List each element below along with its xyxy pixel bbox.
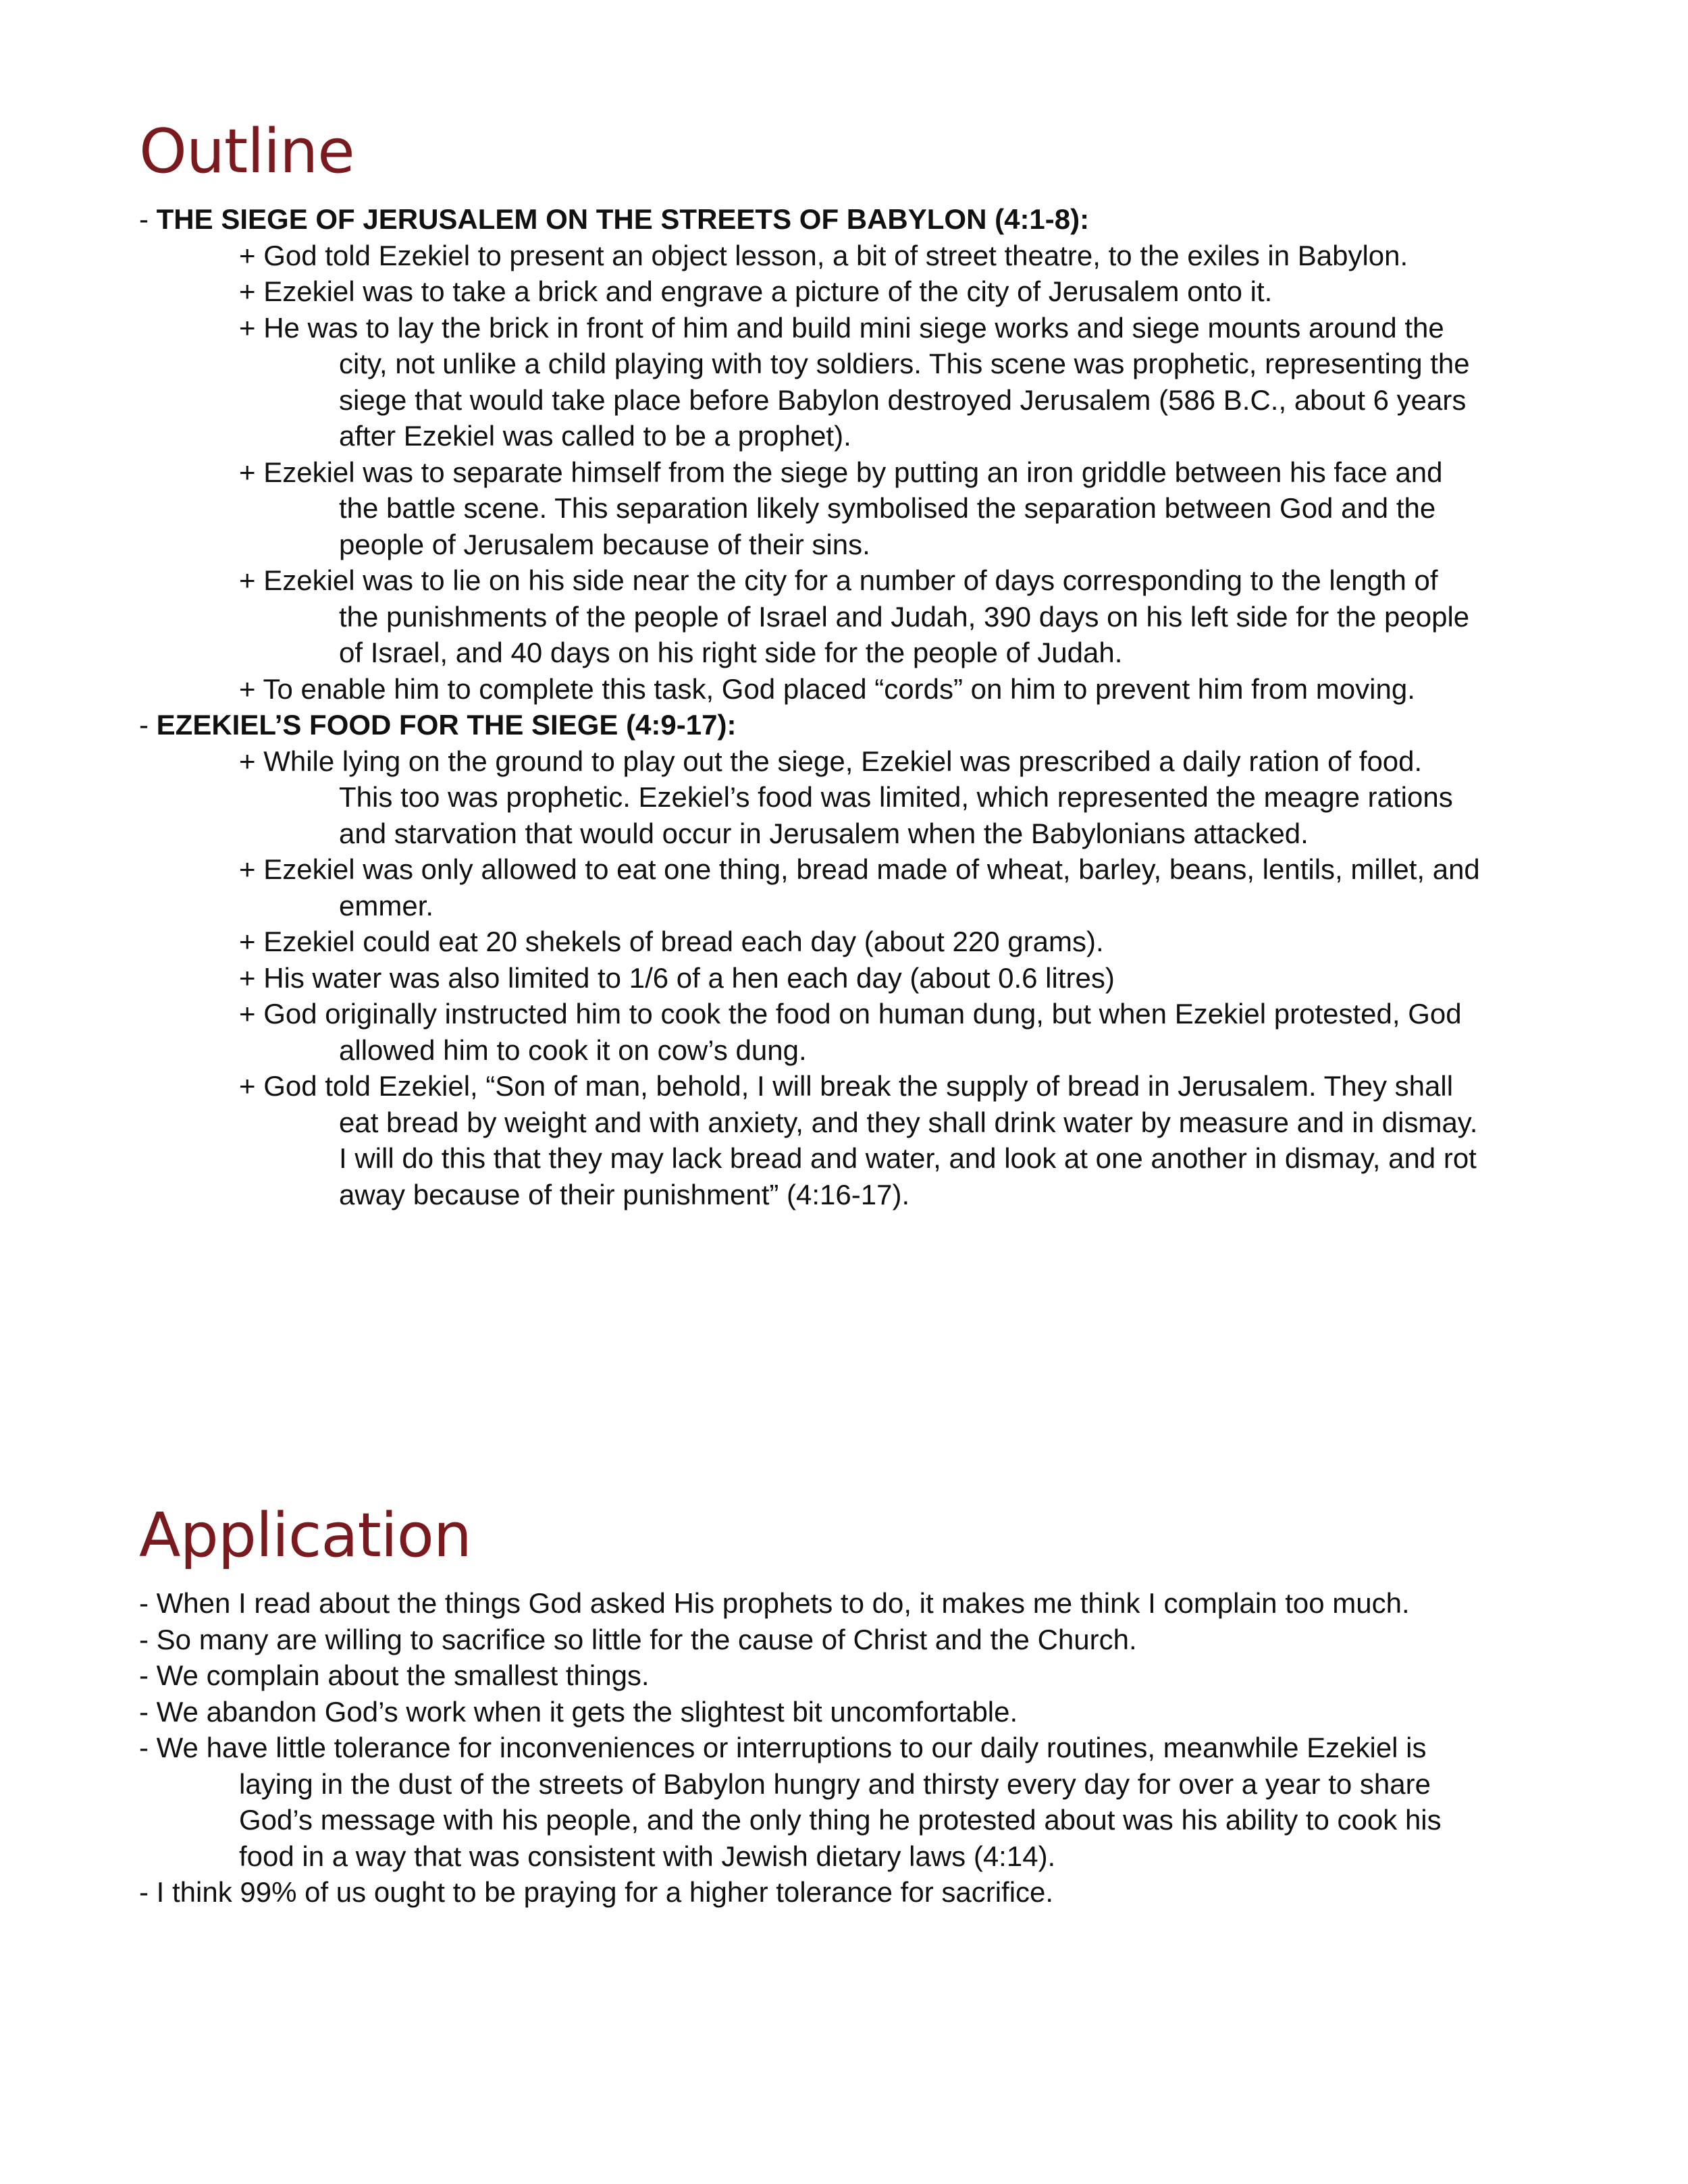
application-line-text: laying in the dust of the streets of Babylon hungry and thirsty every day for over a year to share: [239, 1767, 1431, 1800]
application-heading: Application: [139, 1500, 471, 1571]
outline-line: [139, 562, 1550, 599]
outline-line: [139, 273, 1550, 310]
outline-line: [139, 924, 1550, 960]
outline-line-text: -: [139, 709, 157, 741]
application-line: [139, 1730, 1550, 1766]
application-line: [139, 1694, 1550, 1730]
application-line: [139, 1622, 1550, 1658]
outline-line: [139, 527, 1550, 563]
outline-line-text: + His water was also limited to 1/6 of a hen each day (about 0.6 litres): [239, 961, 1115, 994]
application-line: [139, 1802, 1550, 1838]
application-line-text: - We abandon God’s work when it gets the slightest bit uncomfortable.: [139, 1695, 1018, 1728]
outline-list: [139, 201, 1550, 1213]
outline-line: [139, 888, 1550, 924]
outline-line-text: + God originally instructed him to cook the food on human dung, but when Ezekiel protested, God: [239, 998, 1462, 1030]
outline-line: [139, 310, 1550, 346]
outline-line: [139, 671, 1550, 708]
outline-line: [139, 238, 1550, 274]
outline-section-heading: EZEKIEL’S FOOD FOR THE SIEGE (4:9-17):: [156, 709, 737, 741]
outline-line: [139, 454, 1550, 491]
outline-line: [139, 418, 1550, 454]
outline-line-text: + To enable him to complete this task, God placed “cords” on him to prevent him from moving.: [239, 672, 1415, 705]
outline-line-text: + Ezekiel was to lie on his side near the city for a number of days corresponding to the length of: [239, 564, 1438, 596]
application-line: [139, 1585, 1550, 1622]
outline-line: [139, 1068, 1550, 1104]
application-line-text: - I think 99% of us ought to be praying for a higher tolerance for sacrifice.: [139, 1876, 1054, 1908]
outline-line: [139, 490, 1550, 527]
outline-line: [139, 1104, 1550, 1141]
outline-line-text: of Israel, and 40 days on his right side for the people of Judah.: [339, 637, 1123, 668]
outline-line-text: and starvation that would occur in Jerusalem when the Babylonians attacked.: [339, 817, 1309, 849]
outline-section-heading: THE SIEGE OF JERUSALEM ON THE STREETS OF BABYLON (4:1-8):: [156, 203, 1090, 235]
outline-line-text: eat bread by weight and with anxiety, and they shall drink water by measure and in dismay.: [339, 1106, 1478, 1138]
outline-line: [139, 816, 1550, 852]
outline-line: [139, 382, 1550, 419]
application-line: [139, 1657, 1550, 1694]
outline-heading: Outline: [139, 116, 354, 187]
outline-line-text: people of Jerusalem because of their sins.: [339, 528, 870, 560]
outline-line: [139, 960, 1550, 996]
application-line-text: food in a way that was consistent with Jewish dietary laws (4:14).: [239, 1840, 1056, 1872]
outline-line-text: + Ezekiel could eat 20 shekels of bread each day (about 220 grams).: [239, 926, 1104, 957]
application-line-text: - So many are willing to sacrifice so little for the cause of Christ and the Church.: [139, 1623, 1137, 1655]
outline-line: [139, 635, 1550, 671]
outline-line-text: away because of their punishment” (4:16-17).: [339, 1178, 910, 1210]
outline-line: [139, 346, 1550, 382]
outline-line: [139, 1177, 1550, 1213]
outline-line: [139, 743, 1550, 780]
outline-line-text: the punishments of the people of Israel and Judah, 390 days on his left side for the people: [339, 600, 1470, 633]
outline-line-text: This too was prophetic. Ezekiel’s food was limited, which represented the meagre rations: [339, 781, 1453, 813]
outline-line-text: -: [139, 203, 157, 235]
outline-line: [139, 201, 1550, 238]
application-line-text: God’s message with his people, and the only thing he protested about was his ability to cook his: [239, 1804, 1442, 1836]
outline-line-text: emmer.: [339, 889, 434, 922]
outline-line-text: city, not unlike a child playing with toy soldiers. This scene was prophetic, representing the: [339, 348, 1470, 379]
application-line-text: - We complain about the smallest things.: [139, 1659, 650, 1691]
application-line: [139, 1874, 1550, 1911]
outline-line: [139, 851, 1550, 888]
outline-line-text: the battle scene. This separation likely symbolised the separation between God and the: [339, 492, 1436, 524]
outline-line-text: + Ezekiel was only allowed to eat one thing, bread made of wheat, barley, beans, lentils, millet, and: [239, 853, 1480, 885]
application-line-text: - When I read about the things God asked His prophets to do, it makes me think I complain too much.: [139, 1587, 1410, 1619]
outline-line-text: I will do this that they may lack bread and water, and look at one another in dismay, and rot: [339, 1142, 1477, 1174]
outline-line: [139, 996, 1550, 1032]
outline-line-text: + While lying on the ground to play out the siege, Ezekiel was prescribed a daily ration of food.: [239, 745, 1423, 777]
application-line: [139, 1766, 1550, 1803]
outline-line-text: + God told Ezekiel, “Son of man, behold, I will break the supply of bread in Jerusalem. They shall: [239, 1070, 1454, 1102]
outline-line-text: allowed him to cook it on cow’s dung.: [339, 1034, 807, 1066]
outline-line: [139, 1032, 1550, 1069]
outline-line-text: + He was to lay the brick in front of him and build mini siege works and siege mounts around the: [239, 311, 1444, 344]
application-line: [139, 1838, 1550, 1875]
outline-line-text: + God told Ezekiel to present an object lesson, a bit of street theatre, to the exiles in Babylon.: [239, 239, 1408, 271]
application-line-text: - We have little tolerance for inconveniences or interruptions to our daily routines, meanwhile Ezekiel is: [139, 1732, 1427, 1763]
outline-line-text: siege that would take place before Babylon destroyed Jerusalem (586 B.C., about 6 years: [339, 383, 1467, 416]
outline-line: [139, 599, 1550, 635]
outline-line-text: + Ezekiel was to separate himself from the siege by putting an iron griddle between his face and: [239, 456, 1443, 488]
outline-line: [139, 707, 1550, 743]
outline-line: [139, 779, 1550, 816]
outline-line-text: after Ezekiel was called to be a prophet).: [339, 420, 851, 452]
application-list: [139, 1585, 1550, 1911]
outline-line: [139, 1140, 1550, 1177]
outline-line-text: + Ezekiel was to take a brick and engrave a picture of the city of Jerusalem onto it.: [239, 275, 1273, 307]
